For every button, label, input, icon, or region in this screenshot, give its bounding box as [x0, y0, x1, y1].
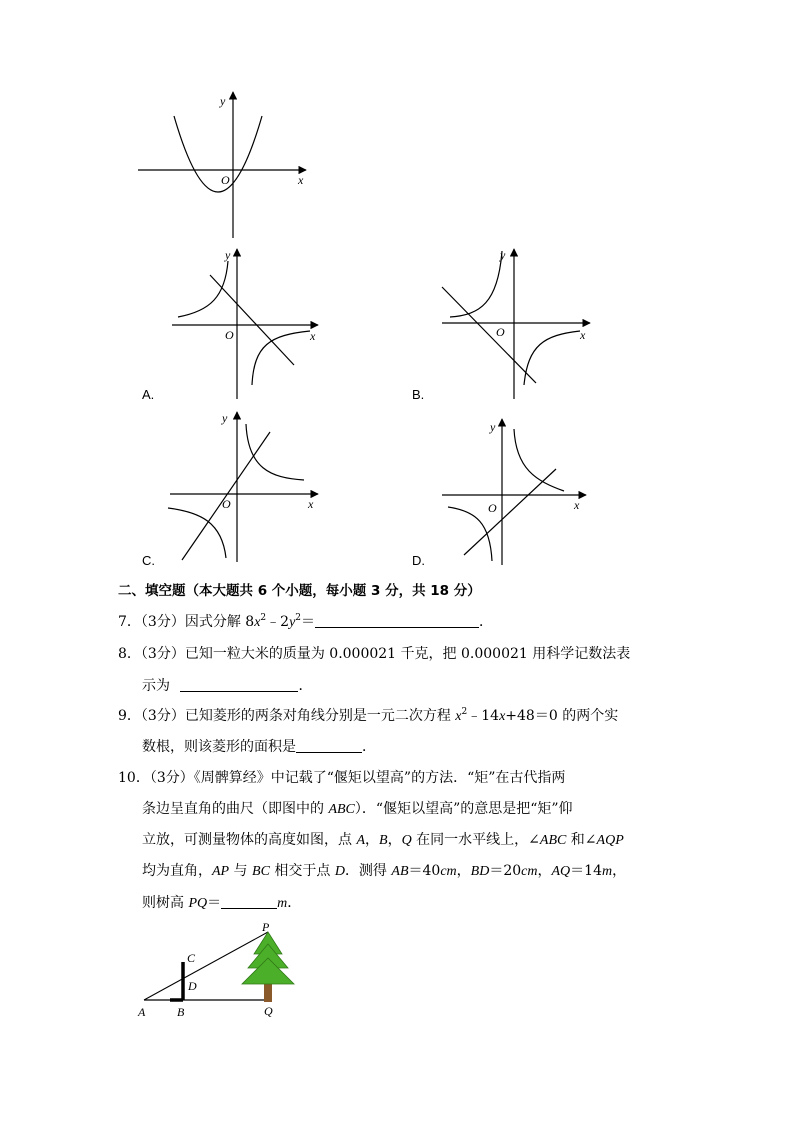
question-9-line1 [118, 706, 618, 727]
q10-var: cm [440, 864, 457, 879]
question-10-line4 [142, 861, 626, 882]
q10-text: 相交于点 [269, 863, 335, 879]
q9-text: +48＝0 的两个实 [505, 708, 619, 724]
q9-number: 9． [118, 708, 141, 724]
option-d-label[interactable]: D. [412, 553, 425, 568]
option-b-label[interactable]: B. [412, 387, 425, 402]
y-axis-label: y [222, 411, 228, 425]
q10-var: D [334, 864, 345, 879]
hyperbola-branch [514, 429, 564, 491]
q8-answer-blank[interactable] [180, 677, 298, 692]
q10-text: 条边呈直角的曲尺（即图中的 [142, 801, 329, 817]
origin-label: O [221, 173, 230, 187]
q7-text: ＝ [301, 614, 316, 630]
line-graph [182, 432, 270, 560]
q7-exp-x: 2 [260, 613, 267, 623]
q9-score: （3分） [140, 708, 185, 724]
q10-text: 在同一水平线上，∠ [411, 832, 540, 848]
q10-text: 则树高 [142, 895, 189, 911]
question-7 [118, 612, 493, 633]
question-10-line2 [142, 799, 573, 820]
q10-var: AB [391, 864, 409, 879]
q10-text: ．测得 [344, 863, 392, 879]
q10-end: ． [287, 895, 302, 911]
parabola-graph [130, 88, 320, 248]
hyperbola-branch [178, 261, 228, 317]
y-axis-label: y [490, 420, 496, 434]
q9-end: ． [362, 739, 376, 755]
q9-var-x: x [499, 709, 506, 724]
q7-var-y: y [289, 615, 296, 630]
option-a-graph[interactable] [170, 245, 330, 405]
q10-text: ＝20 [489, 863, 522, 879]
q9-text: 已知菱形的两条对角线分别是一元二次方程 [184, 708, 456, 724]
x-axis-label: x [310, 329, 316, 343]
option-d-graph[interactable] [440, 415, 600, 575]
question-8-line2 [142, 676, 312, 696]
parabola-curve [174, 116, 262, 192]
q9-exp: 2 [461, 707, 468, 717]
q7-text: 因式分解 8 [184, 614, 255, 630]
x-axis-label: x [298, 173, 304, 187]
section-title: 二、填空题（本大题共 6 个小题，每小题 3 分，共 18 分） [118, 583, 481, 599]
hyperbola-branch [252, 331, 310, 385]
q10-text: ， [537, 863, 552, 879]
origin-label: O [488, 501, 497, 515]
q7-answer-blank[interactable] [315, 613, 479, 628]
q10-text: ， [387, 832, 402, 848]
hyperbola-branch [246, 424, 304, 480]
q7-number: 7． [118, 614, 141, 630]
question-8-line1 [118, 644, 630, 664]
q10-var: ABC [328, 802, 355, 817]
y-axis-label: y [500, 248, 506, 262]
q10-var: BC [252, 864, 270, 879]
q9-text: ﹣14 [467, 708, 500, 724]
q8-text: 示为 [142, 678, 170, 694]
question-10-line1 [118, 768, 565, 788]
q10-unit: m [277, 896, 288, 911]
q7-score: （3分） [140, 614, 185, 630]
line-graph [464, 469, 556, 555]
point-label-d: D [188, 979, 197, 993]
point-label-c: C [187, 951, 196, 965]
question-10-line3 [142, 830, 624, 851]
q8-text: 已知一粒大米的质量为 0.000021 千克，把 0.000021 用科学记数法表 [184, 646, 631, 662]
option-c-label[interactable]: C. [142, 553, 155, 568]
q8-score: （3分） [140, 646, 185, 662]
line-graph [442, 287, 536, 383]
y-axis-label: y [220, 94, 226, 108]
point-label-q: Q [264, 1004, 273, 1018]
origin-label: O [222, 497, 231, 511]
q7-text: ﹣2 [266, 614, 290, 630]
q10-text: 《周髀算经》中记载了“偃矩以望高”的方法．“矩”在古代指两 [193, 770, 566, 786]
q10-var: B [379, 833, 388, 848]
q9-answer-blank[interactable] [296, 738, 362, 753]
q7-end: ． [479, 614, 494, 630]
line-graph [210, 275, 294, 365]
q10-var: PQ [188, 896, 208, 911]
q10-var: cm [521, 864, 538, 879]
hyperbola-branch [168, 508, 226, 558]
q10-text: ＝40 [408, 863, 441, 879]
question-10-line5 [142, 893, 301, 914]
q10-number: 10． [118, 770, 150, 786]
q10-text: 与 [229, 863, 253, 879]
hyperbola-branch [448, 507, 492, 561]
q9-var-x: x [455, 709, 462, 724]
q10-answer-blank[interactable] [221, 894, 277, 909]
option-a-label[interactable]: A. [142, 387, 155, 402]
q10-text: 立放，可测量物体的高度如图，点 [142, 832, 357, 848]
x-axis-label: x [308, 497, 314, 511]
option-c-graph[interactable] [160, 408, 330, 568]
q10-var: A [356, 833, 366, 848]
q10-var: AP [212, 864, 230, 879]
tree-measurement-figure [130, 918, 310, 1023]
point-label-a: A [138, 1005, 146, 1019]
question-9-line2 [142, 737, 376, 757]
option-b-graph[interactable] [440, 245, 600, 405]
q10-text: ， [365, 832, 380, 848]
q8-number: 8． [118, 646, 141, 662]
x-axis-label: x [580, 328, 586, 342]
q10-score: （3分） [149, 770, 194, 786]
q10-text: 均为直角， [142, 863, 212, 879]
point-label-b: B [177, 1005, 185, 1019]
x-axis-label: x [574, 498, 580, 512]
q10-var: m [601, 864, 613, 879]
q7-exp-y: 2 [295, 613, 302, 623]
q10-text: ＝ [207, 895, 222, 911]
hyperbola-branch [524, 331, 580, 385]
q10-var: ABC [539, 833, 567, 848]
q9-text: 数根，则该菱形的面积是 [142, 739, 296, 755]
q10-text: ， [456, 863, 471, 879]
q8-end: ． [298, 678, 313, 694]
q7-var-x: x [254, 615, 261, 630]
q10-text: ＝14 [570, 863, 602, 879]
q10-text: ， [612, 863, 627, 879]
origin-label: O [496, 325, 505, 339]
q10-text: ）．“偃矩以望高”的意思是把“矩”仰 [354, 801, 573, 817]
q10-var: Q [401, 833, 412, 848]
hyperbola-branch [450, 251, 502, 317]
point-label-p: P [262, 920, 270, 934]
q10-var: AQ [551, 864, 571, 879]
origin-label: O [225, 328, 234, 342]
q10-var: BD [470, 864, 490, 879]
q10-text: 和∠ [566, 832, 597, 848]
y-axis-label: y [225, 248, 231, 262]
q10-var: AQP [596, 833, 624, 848]
